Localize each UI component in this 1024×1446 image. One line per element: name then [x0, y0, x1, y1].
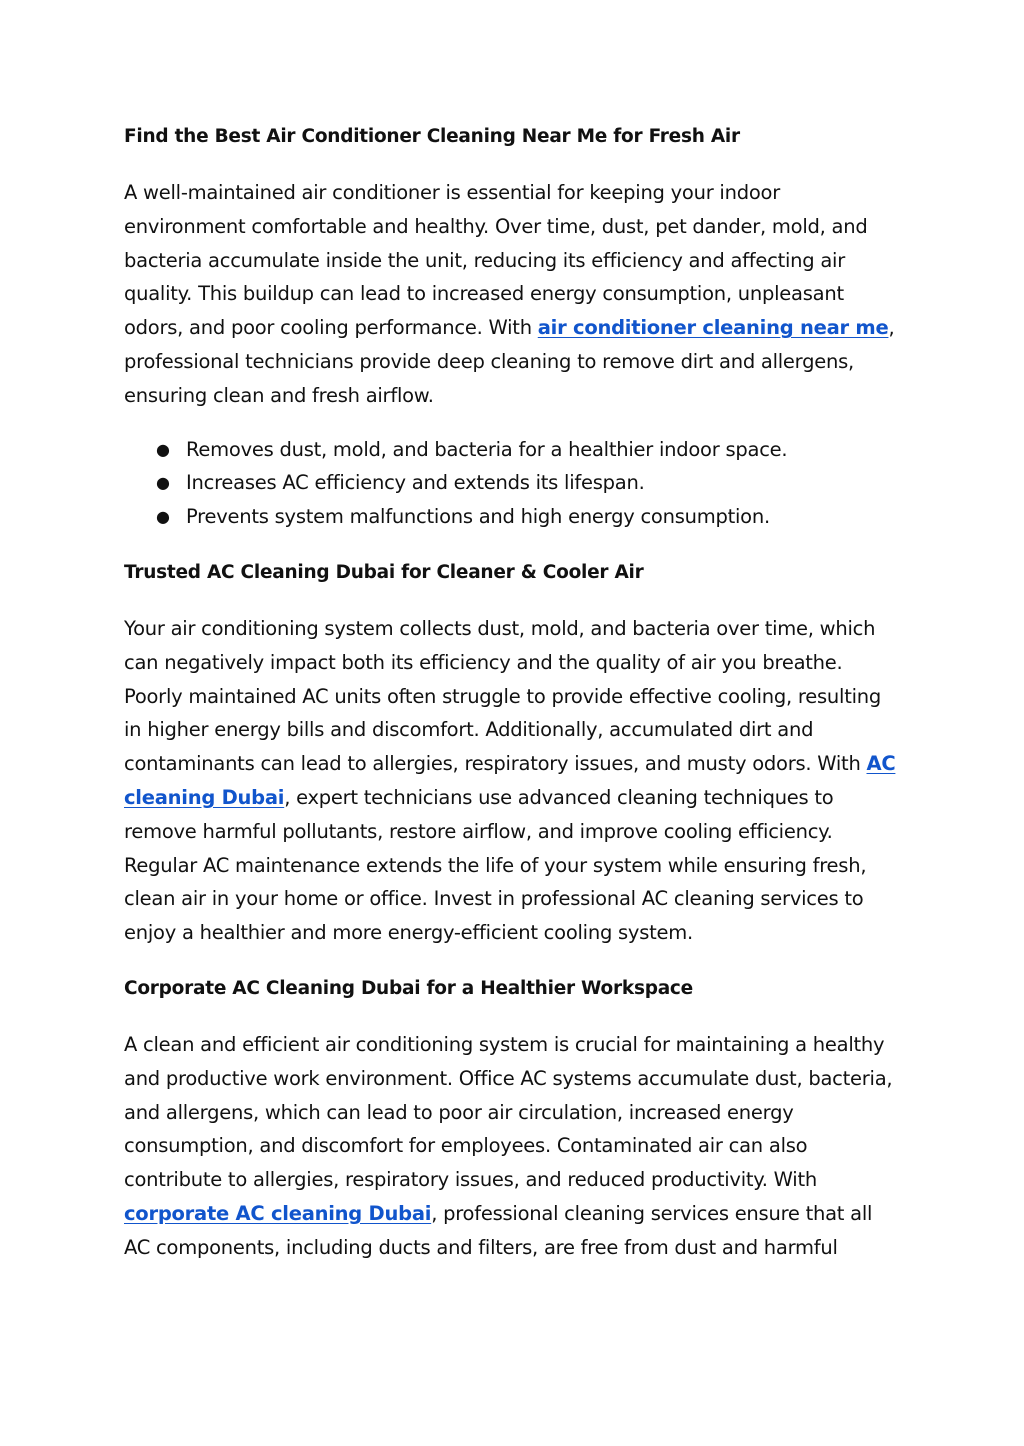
section-heading: Corporate AC Cleaning Dubai for a Healthier Workspace — [124, 977, 693, 999]
list-item-text: Removes dust, mold, and bacteria for a healthier indoor space. — [186, 437, 788, 461]
paragraph-text: Your air conditioning system collects dust, mold, and bacteria over time, which can negatively impact both its efficiency and the quality of air you breathe. Poorly maintained AC units often struggle to provide effective cooling, resulting in higher energy bills and discomfort. Additionally, accumulated dirt and contaminants can lead to allergies, respiratory issues, and musty odors. With — [124, 616, 881, 776]
document-page — [124, 120, 904, 1265]
list-item-text: Prevents system malfunctions and high energy consumption. — [186, 505, 770, 529]
paragraph-text: A well-maintained air conditioner is essential for keeping your indoor environment comfortable and healthy. Over time, dust, pet dander, mold, and bacteria accumulate inside the unit, reducing its efficiency and affecting air quality. This buildup can lead to increased energy consumption, unpleasant odors, and poor cooling performance. With — [124, 181, 868, 340]
bullet-icon: ● — [156, 439, 170, 459]
list-item — [124, 500, 904, 534]
bullet-icon: ● — [156, 507, 170, 527]
ac-cleaning-dubai-link[interactable]: AC cleaning Dubai — [124, 752, 896, 809]
section-paragraph — [124, 1028, 904, 1265]
benefits-list — [124, 433, 904, 534]
list-item — [124, 466, 904, 500]
section-paragraph — [124, 176, 904, 413]
paragraph-text: , professional technicians provide deep cleaning to remove dirt and allergens, ensuring clean and fresh airflow. — [124, 316, 895, 407]
corporate-ac-cleaning-dubai-link[interactable]: corporate AC cleaning Dubai — [124, 1201, 432, 1225]
section-heading: Trusted AC Cleaning Dubai for Cleaner & Cooler Air — [124, 561, 644, 583]
air-conditioner-cleaning-link[interactable]: air conditioner cleaning near me — [537, 316, 889, 340]
section-heading: Find the Best Air Conditioner Cleaning Near Me for Fresh Air — [124, 126, 740, 147]
paragraph-text: , professional cleaning services ensure that all AC components, including ducts and filters, are free from dust and harmful — [124, 1201, 873, 1259]
paragraph-text: A clean and efficient air conditioning system is crucial for maintaining a healthy and productive work environment. Office AC systems accumulate dust, bacteria, and allergens, which can lead to poor air circulation, increased energy consumption, and discomfort for employees. Contaminated air can also contribute to allergies, respiratory issues, and reduced productivity. With — [124, 1032, 893, 1192]
bullet-icon: ● — [156, 473, 170, 493]
list-item — [124, 433, 904, 467]
list-item-text: Increases AC efficiency and extends its lifespan. — [186, 471, 645, 495]
section-paragraph — [124, 612, 904, 950]
paragraph-text: , expert technicians use advanced cleaning techniques to remove harmful pollutants, restore airflow, and improve cooling efficiency. Regular AC maintenance extends the life of your system while ensuring fresh, clean air in your home or office. Invest in professional AC cleaning services to enjoy a healthier and more energy-efficient cooling system. — [124, 785, 867, 945]
